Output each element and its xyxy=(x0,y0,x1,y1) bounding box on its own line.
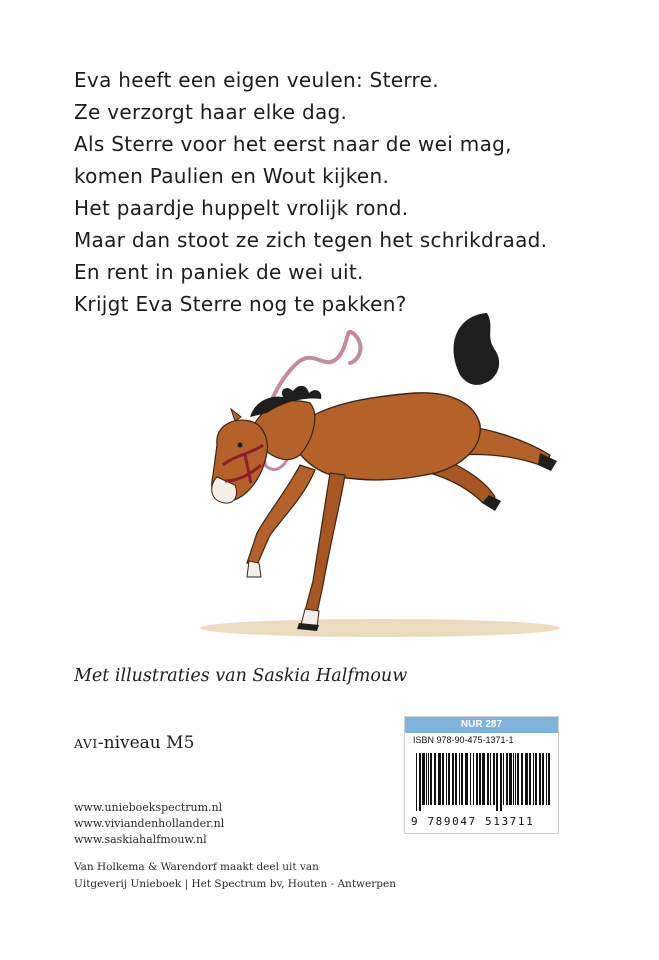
barcode-bar xyxy=(546,753,547,805)
publisher-line: Van Holkema & Warendorf maakt deel uit van xyxy=(74,861,319,873)
barcode-bar xyxy=(529,753,531,805)
barcode-bar xyxy=(438,753,441,805)
barcode-bar xyxy=(506,753,508,805)
tail xyxy=(454,313,500,385)
avi-prefix: AVI xyxy=(74,736,98,751)
blurb-line: Eva heeft een eigen veulen: Sterre. xyxy=(74,68,439,92)
blurb-line: En rent in paniek de wei uit. xyxy=(74,260,364,284)
barcode-bar xyxy=(476,753,478,805)
website-link[interactable]: www.saskiahalfmouw.nl xyxy=(74,833,207,846)
publisher-line: Uitgeverij Unieboek | Het Spectrum bv, Houten - Antwerpen xyxy=(74,878,396,890)
barcode-bar xyxy=(452,753,454,805)
body xyxy=(290,393,480,480)
barcode-bar xyxy=(482,753,485,805)
blurb-line: Ze verzorgt haar elke dag. xyxy=(74,100,348,124)
barcode-bar xyxy=(542,753,544,805)
barcode-bar xyxy=(426,753,427,805)
barcode-bar xyxy=(448,753,450,805)
website-link[interactable]: www.viviandenhollander.nl xyxy=(74,817,225,830)
barcode-bar xyxy=(422,753,425,805)
barcode-bar xyxy=(539,753,541,805)
barcode-bar xyxy=(521,753,523,805)
barcode-bar xyxy=(470,753,471,805)
barcode-bar xyxy=(455,753,457,805)
blurb-line: komen Paulien en Wout kijken. xyxy=(74,164,390,188)
ground-shadow xyxy=(200,619,560,637)
barcode-bar xyxy=(490,753,491,805)
barcode-bar xyxy=(525,753,528,805)
barcode-bar xyxy=(416,753,417,811)
nur-badge: NUR 287 xyxy=(405,717,558,733)
barcode-bar xyxy=(465,753,468,805)
blurb-line: Het paardje huppelt vrolijk rond. xyxy=(74,196,409,220)
barcode-bar xyxy=(459,753,460,805)
barcode-bar xyxy=(496,753,498,811)
barcode-bar xyxy=(434,753,436,805)
blurb-line: Krijgt Eva Sterre nog te pakken? xyxy=(74,292,407,316)
avi-level-value: -niveau M5 xyxy=(97,733,195,753)
barcode-bars xyxy=(415,753,551,811)
isbn-number: ISBN 978-90-475-1371-1 xyxy=(413,735,514,745)
blurb-line: Als Sterre voor het eerst naar de wei mag, xyxy=(74,132,512,156)
website-link[interactable]: www.unieboekspectrum.nl xyxy=(74,801,223,814)
barcode-bar xyxy=(548,753,550,805)
isbn-barcode-box xyxy=(404,716,559,834)
barcode-bar xyxy=(517,753,519,805)
barcode-bar xyxy=(535,753,537,805)
barcode-bar xyxy=(503,753,504,805)
illustrator-credit: Met illustraties van Saskia Halfmouw xyxy=(74,666,408,686)
barcode-bar xyxy=(442,753,444,805)
barcode-bar xyxy=(509,753,512,805)
barcode-bar xyxy=(473,753,474,805)
barcode-bar xyxy=(533,753,534,805)
publisher-info xyxy=(74,859,396,893)
barcode-bar xyxy=(515,753,516,805)
barcode-bar xyxy=(446,753,447,805)
blurb-line: Maar dan stoot ze zich tegen het schrikdraad. xyxy=(74,228,548,252)
barcode-bar xyxy=(479,753,481,805)
barcode-bar xyxy=(513,753,514,805)
barcode-bar xyxy=(430,753,432,805)
ean-number: 9 789047 513711 xyxy=(411,815,535,828)
barcode-bar xyxy=(500,753,502,811)
barcode-bar xyxy=(428,753,429,805)
back-cover-blurb xyxy=(74,64,644,320)
avi-level xyxy=(74,733,194,753)
barcode-bar xyxy=(487,753,489,805)
barcode-bar xyxy=(493,753,495,805)
barcode-bar xyxy=(461,753,463,805)
bucking-foal-illustration xyxy=(195,305,585,650)
website-list xyxy=(74,800,224,848)
barcode-bar xyxy=(419,753,421,811)
